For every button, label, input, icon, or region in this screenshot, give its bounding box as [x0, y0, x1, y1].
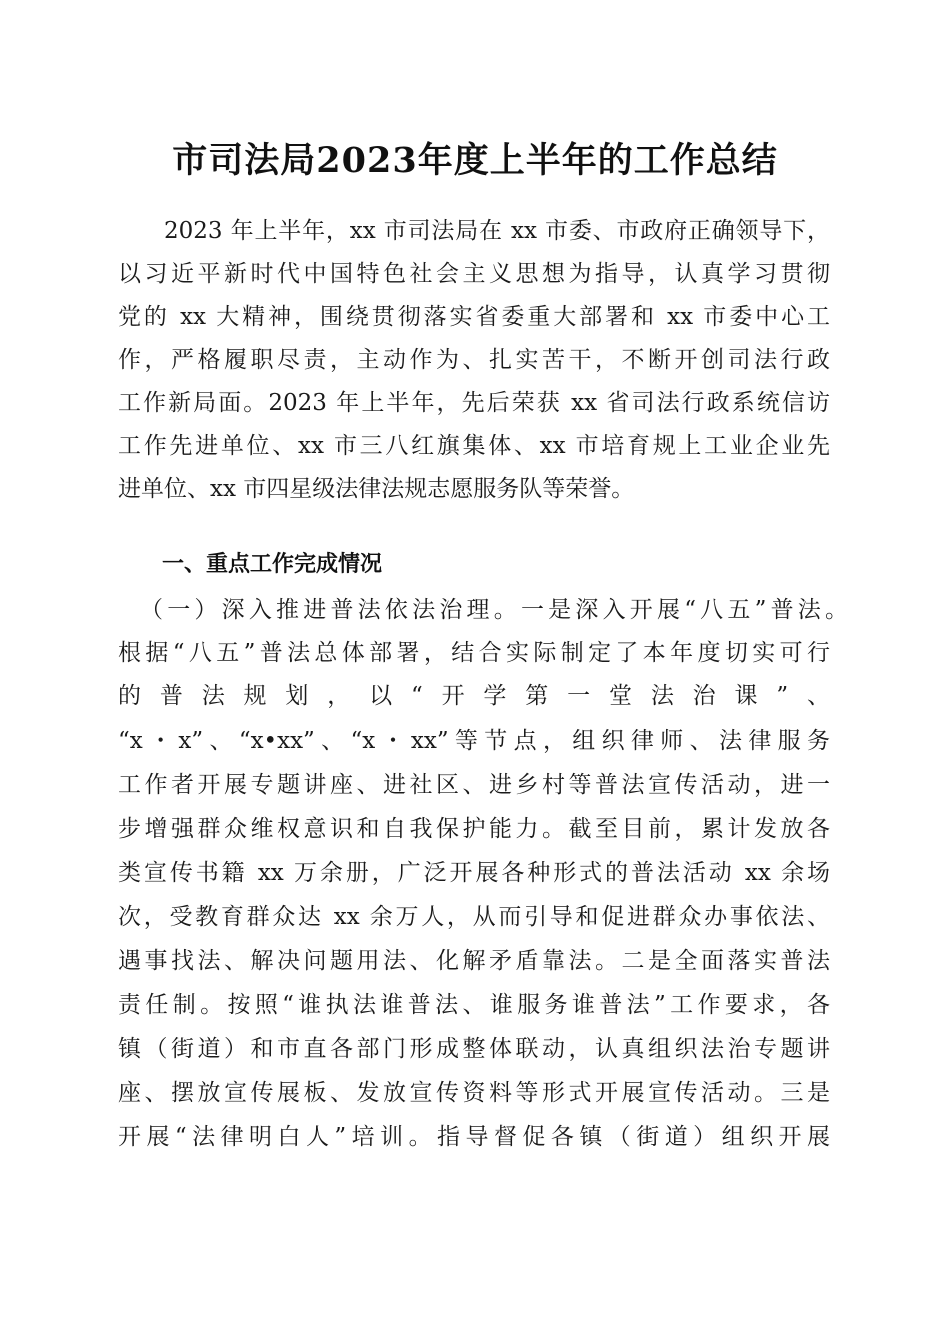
body-line: 步增强群众维权意识和自我保护能力。截至目前，累计发放各	[118, 816, 830, 842]
intro-line: 作，严格履职尽责，主动作为、扎实苦干，不断开创司法行政	[118, 347, 830, 373]
intro-line: 进单位、xx 市四星级法律法规志愿服务队等荣誉。	[118, 476, 635, 502]
body-line: 次，受教育群众达 xx 余万人，从而引导和促进群众办事依法、	[118, 904, 830, 930]
body-line: 责任制。按照“谁执法谁普法、谁服务谁普法”工作要求，各	[118, 992, 830, 1018]
intro-line: 工作新局面。2023 年上半年，先后荣获 xx 省司法行政系统信访	[118, 390, 830, 416]
body-line: 座、摆放宣传展板、发放宣传资料等形式开展宣传活动。三是	[118, 1080, 830, 1106]
section-heading: 一、重点工作完成情况	[162, 552, 383, 577]
intro-line: 2023 年上半年，xx 市司法局在 xx 市委、市政府正确领导下，	[164, 218, 830, 244]
body-line: 的普法规划，以“开学第一堂法治课”、	[118, 683, 830, 709]
document-title: 市司法局2023年度上半年的工作总结	[172, 140, 778, 181]
body-line: 根据“八五”普法总体部署，结合实际制定了本年度切实可行	[118, 640, 830, 666]
intro-line: 工作先进单位、xx 市三八红旗集体、xx 市培育规上工业企业先	[118, 433, 830, 459]
body-line: “x・x”、“x•xx”、“x・xx”等节点，组织律师、法律服务	[118, 728, 830, 754]
body-line: 镇（街道）和市直各部门形成整体联动，认真组织法治专题讲	[118, 1036, 830, 1062]
body-line: 类宣传书籍 xx 万余册，广泛开展各种形式的普法活动 xx 余场	[118, 860, 830, 886]
body-line: 工作者开展专题讲座、进社区、进乡村等普法宣传活动，进一	[118, 772, 830, 798]
body-line: （一）深入推进普法依法治理。一是深入开展“八五”普法。	[140, 597, 848, 623]
intro-line: 以习近平新时代中国特色社会主义思想为指导，认真学习贯彻	[118, 261, 830, 287]
body-line: 遇事找法、解决问题用法、化解矛盾靠法。二是全面落实普法	[118, 948, 830, 974]
body-line: 开展“法律明白人”培训。指导督促各镇（街道）组织开展	[118, 1124, 830, 1150]
intro-line: 党的 xx 大精神，围绕贯彻落实省委重大部署和 xx 市委中心工	[118, 304, 830, 330]
